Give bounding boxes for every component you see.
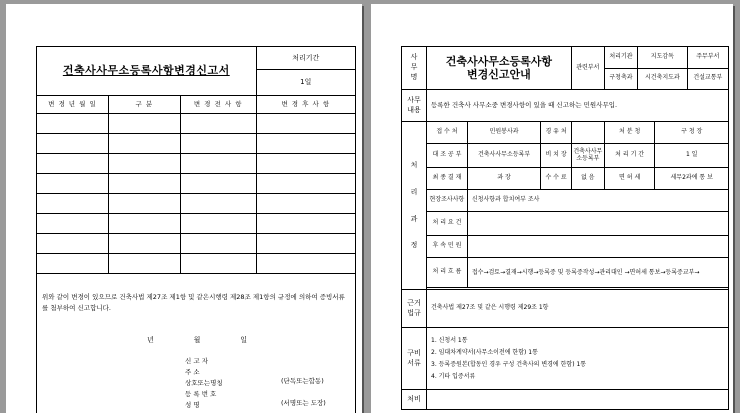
form-row bbox=[37, 234, 356, 254]
entry-cell[interactable] bbox=[180, 154, 256, 174]
content-text: 등록한 건축사 사무소중 변경사항이 있을 때 신고하는 민원사무입. bbox=[427, 90, 729, 122]
grid-r1c5: 처 분 청 bbox=[604, 122, 655, 144]
site-survey-text: 신청사항과 합치여부 조사 bbox=[467, 190, 728, 212]
dept-grid bbox=[604, 47, 728, 90]
form-row bbox=[37, 154, 356, 174]
applicant-block bbox=[185, 356, 223, 411]
reg-no-label: 등 록 번 호 bbox=[185, 390, 217, 399]
law-text: 건축사법 제27조 및 같은 시행령 제29조 1항 bbox=[427, 290, 729, 328]
doc-item: 2. 임대차계약서(사무소이전에 한함) 1통 bbox=[431, 348, 538, 356]
grid-r1c2: 민원봉사과 bbox=[467, 122, 540, 144]
affairs-char-1: 사 bbox=[410, 53, 418, 62]
header-before: 변 경 전 사 항 bbox=[180, 96, 256, 114]
month-label: 월 bbox=[193, 336, 201, 344]
grid-r3c3: 수 수 료 bbox=[541, 168, 572, 190]
flow-label: 처 리 흐 름 bbox=[427, 258, 468, 288]
entry-cell[interactable] bbox=[108, 254, 180, 274]
affairs-char-3: 명 bbox=[410, 72, 418, 81]
form-title-cell bbox=[37, 47, 257, 96]
entry-cell[interactable] bbox=[37, 234, 109, 254]
grid-r2c2: 건축사사무소등록부 bbox=[467, 144, 540, 168]
guide-title-cell bbox=[427, 47, 572, 90]
header-change-date: 변 경 년 월 일 bbox=[37, 96, 109, 114]
process-char-3: 과 bbox=[410, 214, 418, 223]
dept-h1: 처리기관 bbox=[605, 47, 638, 68]
form-title: 건축사사무소등록사항변경신고서 bbox=[62, 63, 230, 77]
entry-cell[interactable] bbox=[108, 114, 180, 134]
entry-cell[interactable] bbox=[180, 174, 256, 194]
proc-req-label: 처 리 요 건 bbox=[427, 212, 468, 236]
entry-cell[interactable] bbox=[37, 114, 109, 134]
grid-r3c1: 최 종 결 재 bbox=[427, 168, 468, 190]
year-label: 년 bbox=[147, 336, 154, 344]
entry-cell[interactable] bbox=[37, 254, 109, 274]
name-label: 성 명 bbox=[185, 401, 200, 410]
header-category: 구 분 bbox=[108, 96, 180, 114]
grid-r2c4: 건축사사무소등록부 bbox=[571, 144, 604, 168]
day-label: 일 bbox=[240, 336, 247, 344]
entry-cell[interactable] bbox=[256, 154, 355, 174]
declaration-cell bbox=[37, 274, 356, 413]
entry-cell[interactable] bbox=[256, 174, 355, 194]
grid-r3c4: 없 음 bbox=[571, 168, 604, 190]
dept-h3: 주무부서 bbox=[687, 47, 728, 68]
entry-cell[interactable] bbox=[180, 214, 256, 234]
process-char-1: 처 bbox=[410, 161, 418, 170]
period-value: 1일 bbox=[300, 78, 312, 86]
site-survey-label: 현장조사사항 bbox=[427, 190, 468, 212]
sign-note: (서명또는 도장) bbox=[281, 399, 326, 407]
office-note: (단독또는합동) bbox=[281, 377, 324, 385]
doc-item: 3. 등록증원본(합동인 경우 구성 건축사의 변경에 한함) 1통 bbox=[431, 360, 587, 368]
entry-cell[interactable] bbox=[108, 234, 180, 254]
period-cell bbox=[256, 47, 355, 96]
form-row bbox=[37, 174, 356, 194]
guide-table bbox=[401, 46, 729, 410]
entry-cell[interactable] bbox=[108, 194, 180, 214]
law-label: 근거 법규 bbox=[402, 290, 427, 328]
doc-item: 4. 기타 입증서류 bbox=[431, 372, 476, 380]
entry-cell[interactable] bbox=[180, 194, 256, 214]
entry-cell[interactable] bbox=[37, 174, 109, 194]
bottom-label: 처비 bbox=[402, 390, 427, 410]
dept-label: 관련부서 bbox=[571, 47, 604, 90]
entry-cell[interactable] bbox=[108, 174, 180, 194]
grid-r2c5: 처 리 기 간 bbox=[604, 144, 655, 168]
bottom-value bbox=[427, 390, 729, 410]
affairs-label-cell bbox=[402, 47, 427, 90]
entry-cell[interactable] bbox=[256, 134, 355, 154]
entry-cell[interactable] bbox=[180, 234, 256, 254]
grid-r2c3: 비 치 장 bbox=[541, 144, 572, 168]
flow-text: 접수→검토→결재→시행→등록증 및 등록증작성→관리대인 →면허세 통보→등록증교부→ bbox=[467, 258, 728, 288]
process-char-4: 정 bbox=[410, 241, 418, 250]
entry-cell[interactable] bbox=[256, 254, 355, 274]
form-row bbox=[37, 194, 356, 214]
entry-cell[interactable] bbox=[108, 154, 180, 174]
proc-req-value bbox=[467, 212, 728, 236]
entry-cell[interactable] bbox=[37, 154, 109, 174]
dept-v1: 구청축과 bbox=[605, 68, 638, 89]
entry-cell[interactable] bbox=[256, 114, 355, 134]
address-label: 주 소 bbox=[185, 368, 200, 377]
docs-label: 구비 서류 bbox=[402, 328, 427, 390]
applicant-label: 신 고 자 bbox=[185, 357, 208, 365]
entry-cell[interactable] bbox=[37, 134, 109, 154]
guide-title-line1: 건축사사무소등록사항 bbox=[445, 54, 553, 68]
form-row bbox=[37, 114, 356, 134]
grid-r3c5: 면 허 세 bbox=[604, 168, 655, 190]
guide-page bbox=[371, 4, 733, 413]
entry-cell[interactable] bbox=[37, 214, 109, 234]
grid-r1c4 bbox=[571, 122, 604, 144]
date-line bbox=[147, 336, 247, 344]
grid-r2c6: 1 일 bbox=[655, 144, 729, 168]
grid-r1c6: 구 청 장 bbox=[655, 122, 729, 144]
dept-h2: 지도감독 bbox=[638, 47, 688, 68]
affairs-char-2: 무 bbox=[410, 63, 418, 72]
consult-value bbox=[467, 236, 728, 258]
report-form-table bbox=[36, 46, 356, 413]
dept-v3: 건설교통부 bbox=[687, 68, 728, 89]
form-row bbox=[37, 134, 356, 154]
entry-cell[interactable] bbox=[180, 254, 256, 274]
doc-item: 1. 신청서 1통 bbox=[431, 336, 468, 344]
grid-r1c1: 접 수 처 bbox=[427, 122, 468, 144]
form-row bbox=[37, 214, 356, 234]
content-label: 사무 내용 bbox=[402, 90, 427, 122]
entry-cell[interactable] bbox=[108, 214, 180, 234]
entry-cell[interactable] bbox=[256, 194, 355, 214]
period-label: 처리기간 bbox=[257, 47, 355, 70]
office-name-label: 상호또는명칭 bbox=[185, 379, 223, 388]
entry-cell[interactable] bbox=[180, 134, 256, 154]
form-row bbox=[37, 254, 356, 274]
entry-cell[interactable] bbox=[256, 214, 355, 234]
consult-label: 후 속 민 원 bbox=[427, 236, 468, 258]
grid-r1c3: 경 유 처 bbox=[541, 122, 572, 144]
entry-cell[interactable] bbox=[256, 234, 355, 254]
header-after: 변 경 후 사 항 bbox=[256, 96, 355, 114]
process-label bbox=[402, 122, 427, 290]
docs-list bbox=[427, 328, 729, 390]
grid-r2c1: 대 조 공 부 bbox=[427, 144, 468, 168]
guide-title-line2: 변경신고안내 bbox=[467, 68, 531, 81]
grid-r3c6: 세무2과에 통 보 bbox=[655, 168, 729, 190]
form-page bbox=[6, 4, 362, 413]
declaration-text: 위와 같이 변경이 있으므로 건축사법 제27조 제1항 및 같은시행령 제28조 제1항의 규정에 의하여 증빙서류를 첨부하여 신고합니다. bbox=[42, 293, 345, 313]
entry-cell[interactable] bbox=[180, 114, 256, 134]
process-char-2: 리 bbox=[410, 187, 418, 196]
dept-v2: 시건축지도과 bbox=[638, 68, 688, 89]
entry-cell[interactable] bbox=[37, 194, 109, 214]
dept-inner-table bbox=[605, 47, 728, 89]
grid-r3c2: 과 장 bbox=[467, 168, 540, 190]
entry-cell[interactable] bbox=[108, 134, 180, 154]
